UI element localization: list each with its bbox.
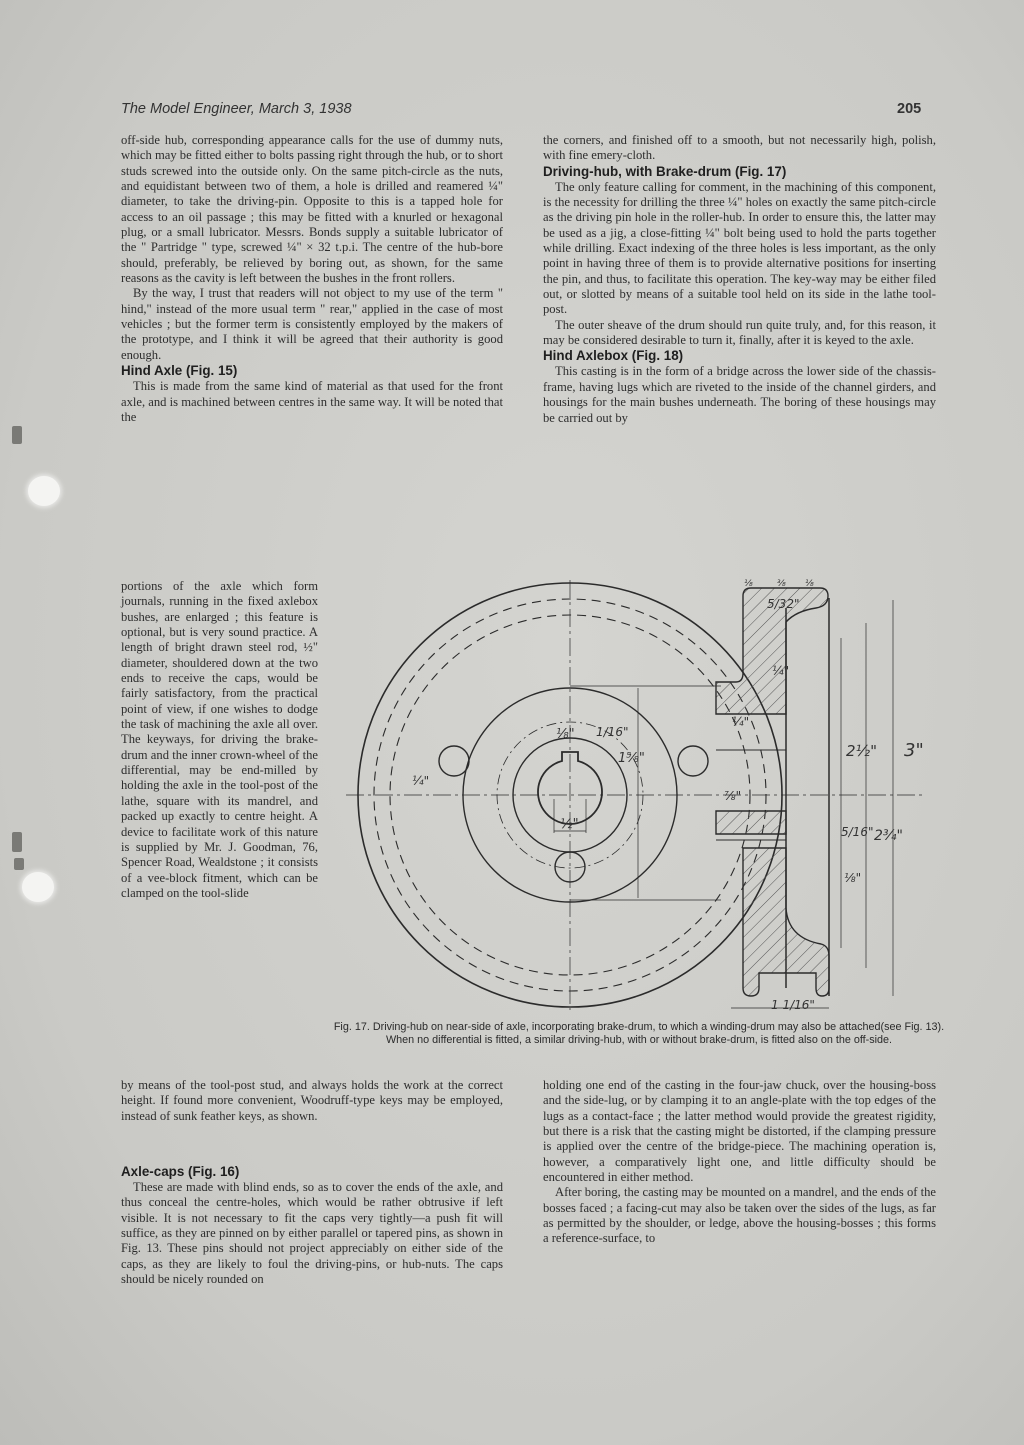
binder-clip-mark xyxy=(12,832,22,852)
dim-top-a: ⅛ xyxy=(744,579,753,589)
sectional-view xyxy=(716,588,893,1008)
binder-clip-mark xyxy=(14,858,24,870)
dim-bore: ½" xyxy=(560,817,579,832)
running-head: The Model Engineer, March 3, 1938 xyxy=(121,101,352,117)
paragraph: These are made with blind ends, so as to cover the ends of the axle, and thus conceal the centre-holes, which would be rather obtrusive if left visible. It is not necessary to fit the caps very tightly—a push fit will suffice, as they are pinned on by either parallel or tapered pins, as shown in Fig. 13. These pins should not project appreciably on either side of the caps, as they are likely to foul the driving-pins, or hub-nuts. The caps should be nicely rounded on xyxy=(121,1180,503,1287)
punch-hole-top xyxy=(28,476,60,506)
paragraph: the corners, and finished off to a smooth, but not necessarily high, polish, with fine emery-cloth. xyxy=(543,133,936,163)
binder-clip-mark xyxy=(12,426,22,444)
dim-inner-diameter: 2½" xyxy=(846,742,877,760)
dim-pin-hole: ¼" xyxy=(412,774,430,788)
section-heading-axle-caps: Axle-caps (Fig. 16) xyxy=(121,1164,240,1179)
paragraph: portions of the axle which form journals, running in the fixed axlebox bushes, are enlarged ; this feature is optional, but is very sound practice. A length of bright drawn steel rod, ½" diameter, shouldered down at the two ends to receive the caps, would be fairly satisfactory, from the practical point of view, if one wishes to dodge the task of machining the axle all over. The keyways, for driving the brake-drum and the inner crown-wheel of the differential, may be end-milled by holding the axle in the tool-post of the lathe, square with its mandrel, and packed up exactly to centre height. A device to facilitate work of this nature is supplied by Mr. J. Goodman, 76, Spencer Road, Wealdstone ; it consists of a vee-block fitment, which can be clamped on the tool-slide xyxy=(121,579,318,900)
paragraph: The outer sheave of the drum should run quite truly, and, for this reason, it may be considered desirable to turn it, finally, after it is keyed to the axle. xyxy=(543,317,936,348)
dim-top-b: ⅜ xyxy=(777,579,786,589)
section-heading-driving-hub: Driving-hub, with Brake-drum (Fig. 17) xyxy=(543,163,787,179)
dim-web-thickness: ⅛" xyxy=(844,871,862,885)
section-lower-flange xyxy=(716,811,786,834)
paragraph: This casting is in the form of a bridge across the lower side of the chassis-frame, having lugs which are riveted to the inside of the channel girders, and housings for the main bushes underneath. The boring of these housings may be carried out by xyxy=(543,364,936,425)
dim-rim-thickness: 5/32" xyxy=(767,597,800,611)
dim-boss-length: ⅞" xyxy=(724,789,742,803)
left-column-axle-caps xyxy=(121,1164,503,1287)
pin-hole-right xyxy=(678,746,708,776)
paragraph: The only feature calling for comment, in the machining of this component, is the necessity for drilling the three ¼" holes on exactly the same pitch-circle as the driving pin hole in the roller-hub. In order to ensure this, the latter may be used as a jig, a close-fitting ¼" bolt being used to hold the parts together while drilling. Exact indexing of the three holes is less important, as the only point in having three of them is to provide alternative positions for inserting the pin, and thus, to facilitate this operation. The key-way may be either filed out, or slotted by means of a suitable tool held on its side in the lathe tool-post. xyxy=(543,179,936,317)
dim-overall-width: 1 1/16" xyxy=(771,998,815,1012)
page-number: 205 xyxy=(897,101,922,117)
left-column-bottom xyxy=(121,1078,503,1124)
punch-hole-bottom xyxy=(22,872,54,902)
paragraph: By the way, I trust that readers will not object to my use of the term " hind," instead of the more usual term " rear," applied in the case of most vehicles ; but the former term is consistently employed by the makers of the prototype, and I think it will be agreed that their authority is good enough. xyxy=(121,286,503,362)
paragraph: This is made from the same kind of material as that used for the front axle, and is machined between centres in the same way. It will be noted that the xyxy=(121,379,503,424)
section-heading-hind-axlebox: Hind Axlebox (Fig. 18) xyxy=(543,348,684,364)
dim-step-depth: ¼" xyxy=(772,664,790,678)
left-column-narrow xyxy=(121,579,318,901)
right-column-bottom xyxy=(543,1078,936,1247)
paragraph: off-side hub, corresponding appearance calls for the use of dummy nuts, which may be fitted either to bolts passing right through the hub, or to short studs screwed into the outside only. On the same pitch-circle as the nuts, and equidistant between two of them, a hole is drilled and reamered ¼" diameter, to take the driving-pin. Opposite to this is a tapped hole for access to an oil passage ; this may be fitted with a knurled or hexagonal plug, or a small lubricator. Messrs. Bonds supply a suitable lubricator of the " Partridge " type, screwed ¼" × 32 t.p.i. The centre of the hub-bore should, preferably, be relieved by boring out, as shown, for the same reasons as the cavity is left between the bushes in the front rollers. xyxy=(121,133,503,286)
dim-keyway-depth: 1/16" xyxy=(596,725,629,739)
front-view xyxy=(346,580,926,1010)
paragraph: After boring, the casting may be mounted on a mandrel, and the ends of the bosses faced ; a facing-cut may also be taken over the sides of the lugs, as far as permitted by the shoulder, or ledge, above the housing-bosses ; this forms a reference-surface, to xyxy=(543,1185,936,1246)
dim-top-c: ⅛ xyxy=(805,579,814,589)
dim-outer-diameter: 3" xyxy=(904,740,924,761)
dim-keyway-width: ⅛" xyxy=(556,727,575,742)
dim-drum-inner: 2¾" xyxy=(874,828,903,844)
right-column-top xyxy=(543,133,936,426)
dim-flange-depth: ¼" xyxy=(732,715,750,729)
pin-hole-left xyxy=(439,746,469,776)
left-column-top xyxy=(121,133,503,425)
dim-recess: 5/16" xyxy=(841,825,874,839)
paragraph: by means of the tool-post stud, and always holds the work at the correct height. If found more convenient, Woodruff-type keys may be employed, instead of sunk feather keys, as shown. xyxy=(121,1078,503,1123)
figure-17-caption: Fig. 17. Driving-hub on near-side of axle, incorporating brake-drum, to which a winding-drum may also be attached(see Fig. 13). When no differential is fitted, a similar driving-hub, with or without brake-drum, is fitted also on the off-side. xyxy=(333,1021,945,1046)
section-heading-hind-axle: Hind Axle (Fig. 15) xyxy=(121,363,238,379)
dim-hub-diameter: 1⅝" xyxy=(618,751,645,766)
figure-17-drawing xyxy=(326,578,952,1018)
paragraph: holding one end of the casting in the four-jaw chuck, over the housing-boss and the side-lug, or by clamping it to an angle-plate with the top edges of the lugs as a contact-face ; the latter method would provide the greatest rigidity, but there is a risk that the casting might be distorted, if the clamping pressure is applied over the centre of the bridge-piece. The machining operation is, however, a comparatively light one, and little difficulty should be encountered in either method. xyxy=(543,1078,936,1185)
